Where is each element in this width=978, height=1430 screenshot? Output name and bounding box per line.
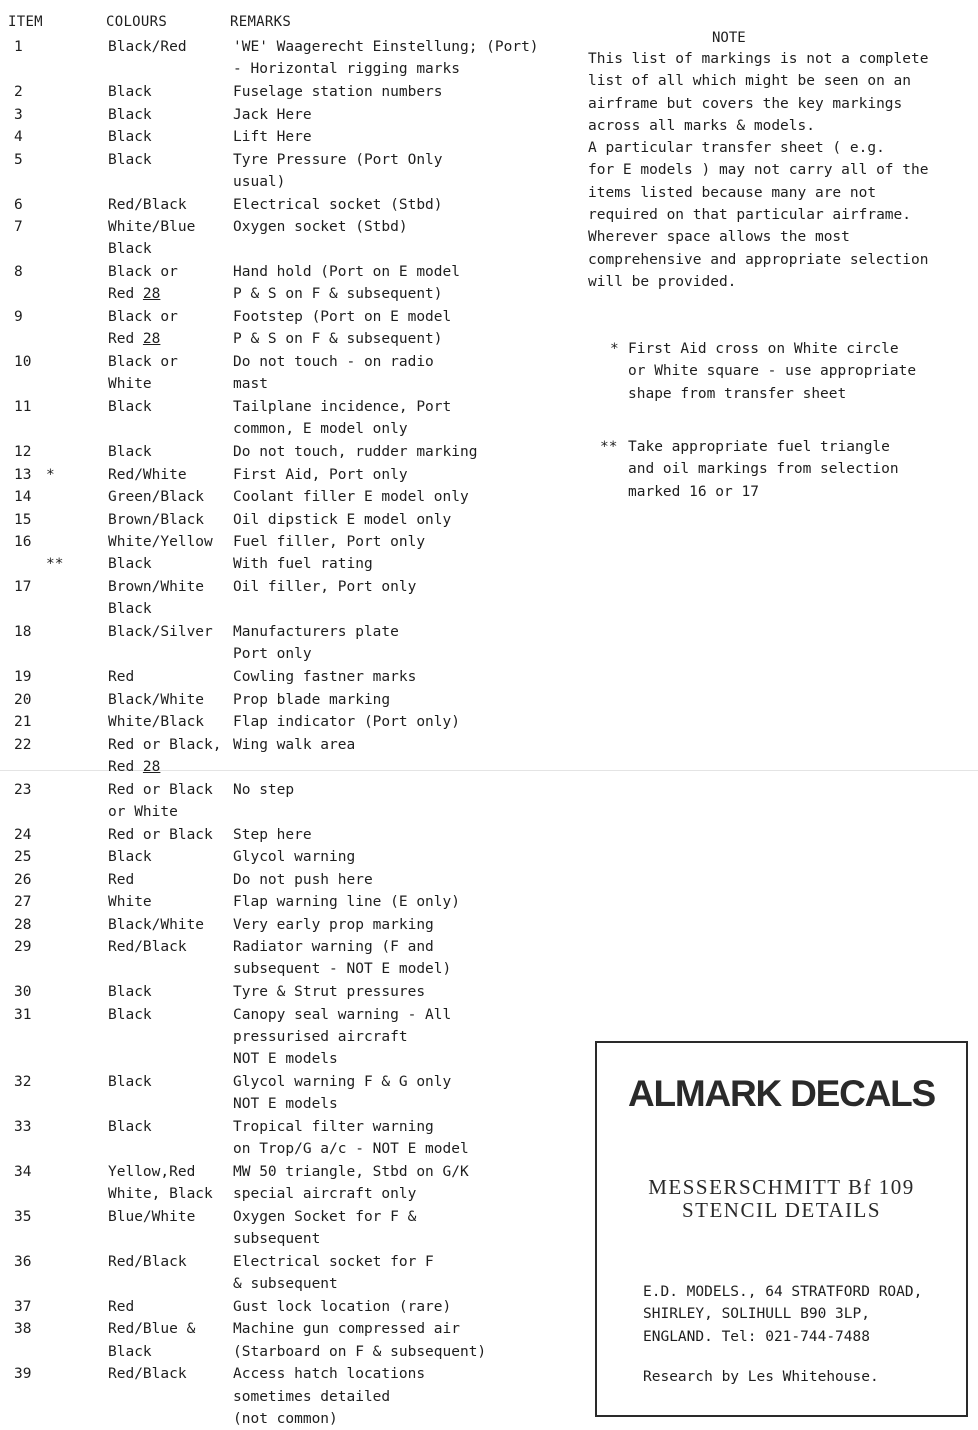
item-remarks	[233, 1161, 563, 1206]
footnote-mark: **	[600, 439, 618, 455]
colour-line: Black	[108, 1006, 152, 1023]
colour-line: Black	[108, 601, 152, 618]
item-colours	[108, 1296, 232, 1318]
note-title: NOTE	[712, 30, 746, 46]
item-remarks	[233, 464, 563, 486]
item-colours	[108, 621, 232, 643]
table-row	[0, 1296, 560, 1318]
colour-line: Red 28	[108, 758, 161, 775]
item-remarks	[233, 1363, 563, 1430]
remark-line: Oxygen socket (Stbd)	[233, 219, 408, 235]
colour-line: Blue/White	[108, 1208, 196, 1225]
note-line: items listed because many are not	[588, 184, 877, 201]
item-remarks	[233, 711, 563, 733]
remark-line: P & S on F & subsequent)	[233, 331, 443, 348]
item-remarks	[233, 1116, 563, 1161]
colour-line: Black	[108, 556, 152, 573]
remark-line: P & S on F & subsequent)	[233, 286, 443, 303]
item-colours	[108, 936, 232, 958]
item-colours	[108, 216, 232, 261]
header-colours: COLOURS	[106, 14, 168, 30]
item-number: 35	[14, 1208, 32, 1225]
item-remarks	[233, 1206, 563, 1251]
remark-line: Oil filler, Port only	[233, 579, 417, 595]
colour-line: Black or	[108, 264, 178, 280]
table-row	[0, 1206, 560, 1251]
table-row	[0, 149, 560, 194]
header-item: ITEM	[8, 14, 43, 30]
colour-line: Brown/White	[108, 579, 205, 595]
colour-line: Black	[108, 151, 152, 168]
colour-line: or White	[108, 803, 178, 820]
item-remarks	[233, 396, 563, 441]
colour-line: White, Black	[108, 1186, 213, 1203]
item-remarks	[233, 869, 563, 891]
colour-line: Red/White	[108, 466, 187, 483]
item-number: 6	[14, 196, 23, 213]
remark-line: (Starboard on F & subsequent)	[233, 1343, 487, 1360]
remark-line: subsequent - NOT E model)	[233, 961, 452, 978]
colour-line: Black	[108, 849, 152, 865]
subtitle-aircraft: MESSERSCHMITT Bf 109	[648, 1175, 915, 1199]
item-colours	[108, 464, 232, 486]
item-colours	[108, 1206, 232, 1228]
colour-line: Red/Black	[108, 196, 187, 213]
table-row	[0, 1116, 560, 1161]
remark-line: pressurised aircraft	[233, 1028, 408, 1045]
table-row	[0, 486, 560, 508]
note-line: required on that particular airframe.	[588, 207, 912, 224]
colour-line: Black/Red	[108, 39, 187, 55]
item-colours	[108, 396, 232, 418]
item-colours	[108, 1071, 232, 1093]
item-number: 36	[14, 1253, 32, 1270]
item-remarks	[233, 1251, 563, 1296]
item-remarks	[233, 621, 563, 666]
note-line: will be provided.	[588, 273, 737, 290]
item-number: 18	[14, 624, 32, 640]
item-colours	[108, 734, 232, 779]
remark-line: usual)	[233, 173, 286, 190]
table-row	[0, 1251, 560, 1296]
note-line: A particular transfer sheet ( e.g.	[588, 140, 885, 157]
item-colours	[108, 981, 232, 1003]
footnote-text: Take appropriate fuel triangle and oil markings from selection marked 16 or 17	[628, 439, 899, 500]
item-remarks	[233, 689, 563, 711]
table-row	[0, 824, 560, 846]
item-remarks	[233, 531, 563, 576]
item-remarks	[233, 126, 563, 148]
colour-line: Black	[108, 984, 152, 1000]
item-colours	[108, 126, 232, 148]
almark-decals-box	[595, 1041, 968, 1417]
table-row	[0, 846, 560, 868]
remark-line: sometimes detailed	[233, 1388, 391, 1405]
item-number: 21	[14, 714, 32, 730]
table-row	[0, 306, 560, 351]
item-colours	[108, 779, 232, 824]
remark-line: mast	[233, 376, 268, 393]
item-remarks	[233, 441, 563, 463]
item-remarks	[233, 824, 563, 846]
note-line: airframe but covers the key markings	[588, 95, 903, 112]
item-colours	[108, 1318, 232, 1363]
research-credit: Research by Les Whitehouse.	[643, 1369, 879, 1385]
table-row	[0, 441, 560, 463]
table-row	[0, 891, 560, 913]
item-remarks	[233, 216, 563, 238]
colour-line: Red	[108, 1298, 135, 1315]
table-row	[0, 81, 560, 103]
colour-line: Red/Black	[108, 1366, 187, 1383]
remark-line: Electrical socket (Stbd)	[233, 196, 443, 213]
remark-line: First Aid, Port only	[233, 466, 408, 483]
item-number: 27	[14, 894, 32, 910]
item-remarks	[233, 509, 563, 531]
brand-title: ALMARK DECALS	[627, 1073, 936, 1114]
item-number: 38	[14, 1321, 32, 1338]
remark-line: Do not push here	[233, 871, 373, 888]
colour-line: White/Blue	[108, 219, 196, 235]
remark-line: Manufacturers plate	[233, 624, 399, 640]
item-colours	[108, 869, 232, 891]
colour-line: Red 28	[108, 331, 161, 348]
table-row	[0, 216, 560, 261]
table-row	[0, 666, 560, 688]
note-body	[588, 48, 968, 293]
colour-line: White	[108, 376, 152, 393]
remark-line: Flap warning line (E only)	[233, 894, 460, 910]
item-remarks	[233, 36, 563, 81]
remark-line: - Horizontal rigging marks	[233, 61, 460, 78]
table-row	[0, 576, 560, 621]
colour-line: Red 28	[108, 286, 161, 303]
item-colours	[108, 149, 232, 171]
item-number: 23	[14, 781, 32, 798]
item-colours	[108, 486, 232, 508]
remark-line: Coolant filler E model only	[233, 489, 469, 505]
remark-line: Canopy seal warning - All	[233, 1006, 452, 1023]
remark-line: With fuel rating	[233, 556, 373, 573]
remark-line: NOT E models	[233, 1096, 338, 1113]
colour-line: Black	[108, 106, 152, 123]
colour-line: Black	[108, 241, 152, 258]
colour-line: Red or Black	[108, 781, 213, 798]
table-row	[0, 711, 560, 733]
table-row	[0, 869, 560, 891]
item-remarks	[233, 261, 563, 306]
colour-line: Black/Silver	[108, 624, 213, 640]
remark-line: Step here	[233, 826, 312, 843]
item-asterisk: *	[46, 466, 55, 483]
table-row	[0, 689, 560, 711]
item-number: 19	[14, 669, 32, 685]
colour-line: Black/White	[108, 691, 205, 708]
item-remarks	[233, 486, 563, 508]
item-number: 33	[14, 1118, 32, 1135]
item-number: 12	[14, 444, 32, 460]
table-row	[0, 1363, 560, 1430]
item-remarks	[233, 1318, 563, 1363]
table-row	[0, 464, 560, 486]
colour-line: Red/Black	[108, 939, 187, 955]
table-row	[0, 126, 560, 148]
item-number: 37	[14, 1298, 32, 1315]
item-number: 32	[14, 1073, 32, 1090]
colour-line: Red	[108, 669, 135, 685]
table-row	[0, 621, 560, 666]
colour-line: White/Yellow	[108, 534, 213, 550]
item-colours	[108, 104, 232, 126]
item-number: 22	[14, 736, 32, 753]
remark-line: Glycol warning	[233, 849, 356, 865]
remark-line: Hand hold (Port on E model	[233, 264, 460, 280]
item-remarks	[233, 734, 563, 756]
item-remarks	[233, 981, 563, 1003]
remark-line: Glycol warning F & G only	[233, 1073, 452, 1090]
item-number: 4	[14, 129, 23, 145]
subtitle-stencil: STENCIL DETAILS	[681, 1198, 882, 1222]
remark-line: Tailplane incidence, Port	[233, 399, 452, 415]
item-number: 17	[14, 579, 32, 595]
table-row	[0, 396, 560, 441]
item-colours	[108, 1363, 232, 1385]
remark-line: on Trop/G a/c - NOT E model	[233, 1141, 469, 1158]
remark-line: Oxygen Socket for F &	[233, 1208, 417, 1225]
item-number: 39	[14, 1366, 32, 1383]
table-row	[0, 914, 560, 936]
remark-line: Cowling fastner marks	[233, 669, 417, 685]
footnote-text: First Aid cross on White circle or White square - use appropriate shape from transfer sheet	[628, 341, 917, 402]
remark-line: Tyre & Strut pressures	[233, 984, 426, 1000]
colour-line: White/Black	[108, 714, 205, 730]
remark-line: No step	[233, 781, 295, 798]
colour-line: Black	[108, 1073, 152, 1090]
item-colours	[108, 666, 232, 688]
table-row	[0, 936, 560, 981]
colour-line: Red/Black	[108, 1253, 187, 1270]
item-colours	[108, 351, 232, 396]
item-remarks	[233, 1071, 563, 1116]
item-number: 13	[14, 466, 32, 483]
note-line: across all marks & models.	[588, 117, 815, 134]
item-colours	[108, 531, 232, 576]
colour-line: Red or Black,	[108, 736, 222, 753]
remark-line: Very early prop marking	[233, 916, 434, 933]
remark-line: Do not touch - on radio	[233, 354, 434, 370]
remark-line: Prop blade marking	[233, 691, 391, 708]
note-line: list of all which might be seen on an	[588, 73, 912, 90]
item-number: 34	[14, 1163, 32, 1180]
item-colours	[108, 1251, 232, 1273]
item-remarks	[233, 936, 563, 981]
colour-line: Red or Black	[108, 826, 213, 843]
remark-line: 'WE' Waagerecht Einstellung; (Port)	[233, 39, 539, 55]
item-colours	[108, 261, 232, 306]
address: E.D. MODELS., 64 STRATFORD ROAD, SHIRLEY, SOLIHULL B90 3LP, ENGLAND. Tel: 021-744-7488	[643, 1284, 923, 1345]
item-colours	[108, 891, 232, 913]
item-remarks	[233, 891, 563, 913]
item-colours	[108, 194, 232, 216]
colour-line: Black	[108, 1343, 152, 1360]
note-line: This list of markings is not a complete	[588, 51, 929, 67]
item-colours	[108, 1116, 232, 1138]
header-remarks: REMARKS	[230, 14, 292, 30]
table-row	[0, 1004, 560, 1071]
item-remarks	[233, 104, 563, 126]
colour-line: Red/Blue &	[108, 1321, 196, 1338]
colour-line: Black	[108, 1118, 152, 1135]
remark-line: Radiator warning (F and	[233, 939, 434, 955]
remark-line: Wing walk area	[233, 736, 356, 753]
item-colours	[108, 576, 232, 621]
item-number: 25	[14, 849, 32, 865]
item-colours	[108, 711, 232, 733]
table-row	[0, 261, 560, 306]
colour-line: Red	[108, 871, 135, 888]
item-number: 24	[14, 826, 32, 843]
remark-line: Footstep (Port on E model	[233, 309, 452, 325]
colour-line: Yellow,Red	[108, 1163, 196, 1180]
remark-line: Fuselage station numbers	[233, 84, 443, 100]
table-row	[0, 779, 560, 824]
table-row	[0, 981, 560, 1003]
remark-line: Fuel filler, Port only	[233, 534, 426, 550]
remark-line: Lift Here	[233, 129, 312, 145]
colour-line: Black or	[108, 354, 178, 370]
remark-line: Tropical filter warning	[233, 1118, 434, 1135]
remark-line: subsequent	[233, 1231, 321, 1248]
item-remarks	[233, 1004, 563, 1071]
item-colours	[108, 824, 232, 846]
remark-line: Access hatch locations	[233, 1366, 426, 1383]
footnote-mark: *	[610, 341, 619, 357]
note-line: for E models ) may not carry all of the	[588, 162, 929, 179]
remark-line: Electrical socket for F	[233, 1253, 434, 1270]
item-number: 26	[14, 871, 32, 888]
item-colours	[108, 306, 232, 351]
colour-line: Black	[108, 84, 152, 100]
item-colours	[108, 914, 232, 936]
table-row	[0, 1318, 560, 1363]
colour-line: Brown/Black	[108, 511, 205, 528]
item-number: 2	[14, 84, 23, 100]
remark-line: Do not touch, rudder marking	[233, 444, 478, 460]
item-number: 20	[14, 691, 32, 708]
item-remarks	[233, 1296, 563, 1318]
colour-line: Black/White	[108, 916, 205, 933]
remark-line: MW 50 triangle, Stbd on G/K	[233, 1163, 469, 1180]
table-row	[0, 36, 560, 81]
table-row	[0, 1161, 560, 1206]
colour-line: Black	[108, 444, 152, 460]
item-number: 5	[14, 151, 23, 168]
item-number: 16	[14, 534, 32, 550]
note-line: comprehensive and appropriate selection	[588, 251, 929, 268]
item-colours	[108, 1161, 232, 1206]
item-number: 9	[14, 309, 23, 325]
item-remarks	[233, 914, 563, 936]
item-remarks	[233, 81, 563, 103]
remark-line: Machine gun compressed air	[233, 1321, 460, 1338]
table-row	[0, 1071, 560, 1116]
item-number: 28	[14, 916, 32, 933]
item-number: 30	[14, 984, 32, 1000]
table-row	[0, 104, 560, 126]
table-row	[0, 734, 560, 779]
item-number: 3	[14, 106, 23, 123]
item-remarks	[233, 149, 563, 194]
item-number: 11	[14, 399, 32, 415]
colour-line: Black	[108, 129, 152, 145]
item-remarks	[233, 351, 563, 396]
colour-line: Black or	[108, 309, 178, 325]
item-remarks	[233, 846, 563, 868]
remark-line: & subsequent	[233, 1276, 338, 1293]
remark-line: Port only	[233, 646, 312, 663]
item-remarks	[233, 779, 563, 801]
item-asterisk: **	[46, 556, 64, 573]
remark-line: common, E model only	[233, 421, 408, 438]
item-colours	[108, 509, 232, 531]
item-number: 15	[14, 511, 32, 528]
colour-line: Green/Black	[108, 489, 205, 505]
item-remarks	[233, 576, 563, 598]
remark-line: (not common)	[233, 1410, 338, 1427]
item-number: 8	[14, 264, 23, 280]
colour-line: White	[108, 894, 152, 910]
item-number: 31	[14, 1006, 32, 1023]
remark-line: special aircraft only	[233, 1186, 417, 1203]
colour-line: Black	[108, 399, 152, 415]
note-line: Wherever space allows the most	[588, 229, 850, 246]
table-row	[0, 509, 560, 531]
item-colours	[108, 689, 232, 711]
remark-line: Gust lock location (rare)	[233, 1298, 452, 1315]
item-colours	[108, 1004, 232, 1026]
remark-line: NOT E models	[233, 1051, 338, 1068]
remark-line: Tyre Pressure (Port Only	[233, 151, 443, 168]
table-row	[0, 531, 560, 576]
remark-line: Flap indicator (Port only)	[233, 714, 460, 730]
item-number: 1	[14, 39, 23, 55]
table-row	[0, 351, 560, 396]
item-remarks	[233, 194, 563, 216]
table-row	[0, 194, 560, 216]
item-colours	[108, 81, 232, 103]
item-number: 14	[14, 489, 32, 505]
item-colours	[108, 846, 232, 868]
item-colours	[108, 441, 232, 463]
item-number: 7	[14, 219, 23, 235]
item-number: 29	[14, 939, 32, 955]
remark-line: Jack Here	[233, 106, 312, 123]
item-remarks	[233, 306, 563, 351]
item-remarks	[233, 666, 563, 688]
item-colours	[108, 36, 232, 58]
item-number: 10	[14, 354, 32, 370]
remark-line: Oil dipstick E model only	[233, 511, 452, 528]
